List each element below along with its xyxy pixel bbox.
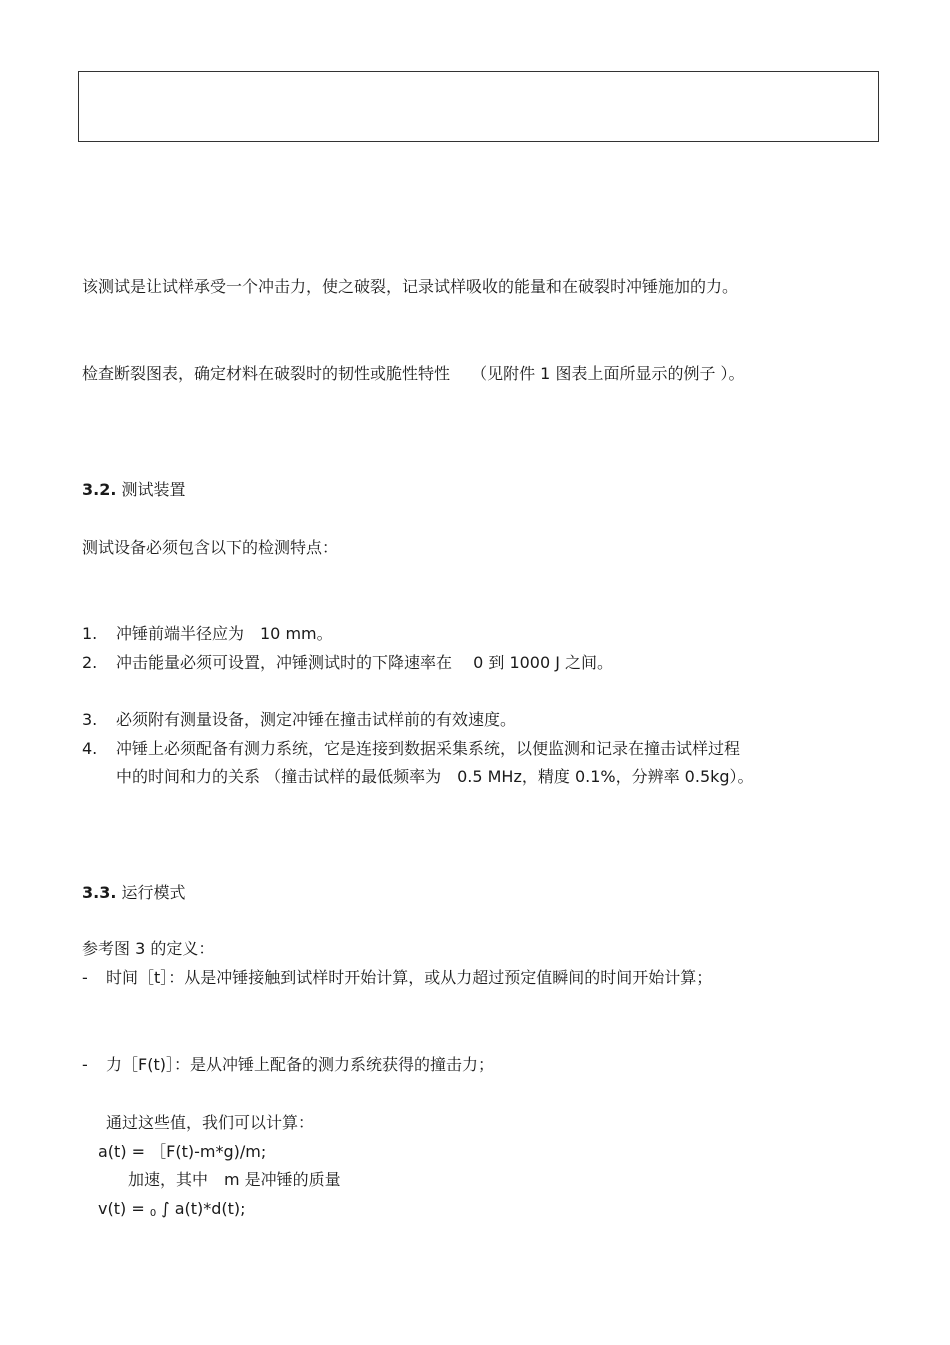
formula-velocity-rhs: ∫ a(t)*d(t); (156, 1199, 246, 1218)
section-3-3-title: 运行模式 (121, 883, 186, 902)
list-item-number: 1. (82, 624, 98, 643)
header-box (78, 71, 879, 142)
list-item-2 (82, 653, 613, 673)
list-item-text: 必须附有测量设备，测定冲锤在撞击试样前的有效速度。 (116, 710, 517, 729)
definition-force (82, 1055, 494, 1075)
definition-text: 力［F(t)］：是从冲锤上配备的测力系统获得的撞击力； (106, 1055, 494, 1074)
list-item-text: 冲锤上必须配备有测力系统，它是连接到数据采集系统，以便监测和记录在撞击试样过程 (116, 739, 741, 758)
list-item-3 (82, 710, 516, 730)
list-item-number: 4. (82, 739, 98, 758)
intro-line-2: 检查断裂图表，确定材料在破裂时的韧性或脆性特性 （见附件 1 图表上面所显示的例子 ）。 (82, 364, 745, 383)
list-item-number: 3. (82, 710, 98, 729)
definition-dash: - (82, 1055, 88, 1074)
formula-acceleration: a(t) = ［F(t)-m*g)/m; (98, 1142, 267, 1161)
section-3-3-number: 3.3. (82, 883, 117, 902)
list-item-4-continuation: 中的时间和力的关系 （撞击试样的最低频率为 0.5 MHz，精度 0.1%，分辨率 0.5kg）。 (116, 767, 754, 786)
formula-velocity (98, 1199, 246, 1224)
section-3-2-heading (82, 480, 186, 500)
list-item-text: 冲锤前端半径应为 10 mm。 (116, 624, 333, 643)
formula-acceleration-note: 加速，其中 m 是冲锤的质量 (128, 1170, 341, 1189)
definition-text: 时间［t］：从是冲锤接触到试样时开始计算，或从力超过预定值瞬间的时间开始计算； (106, 968, 713, 987)
section-3-2-lead: 测试设备必须包含以下的检测特点： (82, 538, 339, 557)
intro-line-1: 该测试是让试样承受一个冲击力，使之破裂，记录试样吸收的能量和在破裂时冲锤施加的力。 (82, 277, 739, 296)
definition-dash: - (82, 968, 88, 987)
definition-time (82, 968, 712, 988)
formula-velocity-lhs: v(t) = (98, 1199, 150, 1218)
section-3-3-lead: 参考图 3 的定义： (82, 939, 215, 958)
integral-lower-bound: 0 (149, 1208, 157, 1219)
section-3-3-heading (82, 883, 186, 903)
section-3-2-number: 3.2. (82, 480, 117, 499)
list-item-number: 2. (82, 653, 98, 672)
calc-lead: 通过这些值，我们可以计算： (106, 1113, 315, 1132)
list-item-4 (82, 739, 740, 759)
list-item-text: 冲击能量必须可设置，冲锤测试时的下降速率在 0 到 1000 J 之间。 (116, 653, 614, 672)
section-3-2-title: 测试装置 (121, 480, 186, 499)
list-item-1 (82, 624, 333, 644)
